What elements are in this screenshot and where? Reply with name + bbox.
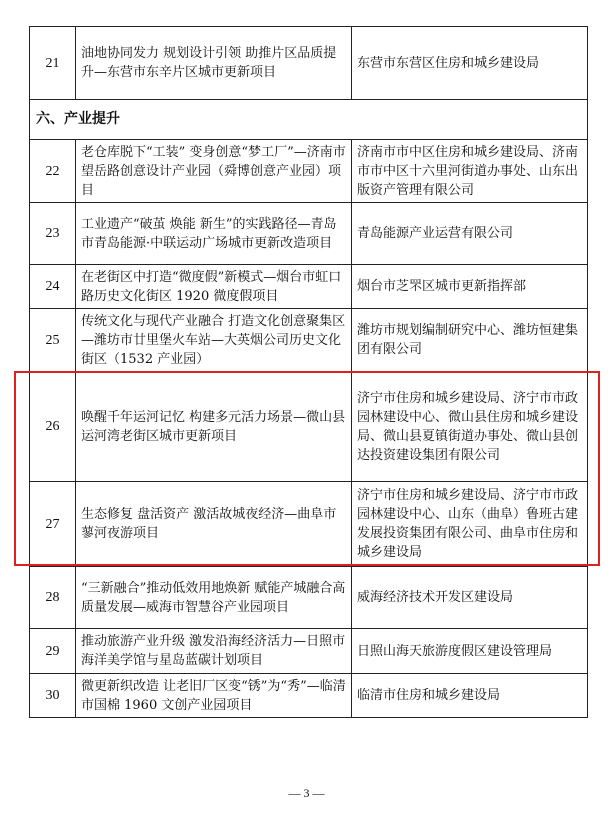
- responsible-unit: 日照山海天旅游度假区建设管理局: [352, 629, 588, 674]
- row-number: 29: [30, 629, 76, 674]
- project-name: 推动旅游产业升级 激发沿海经济活力—日照市海洋美学馆与星岛蓝碳计划项目: [76, 629, 352, 674]
- project-name: 微更新织改造 让老旧厂区变“锈”为“秀”—临清市国棉 1960 文创产业园项目: [76, 674, 352, 718]
- project-name: 老仓库脱下“工装” 变身创意“梦工厂”—济南市望岳路创意设计产业园（舜博创意产业园）项目: [76, 140, 352, 203]
- table-row: [30, 203, 588, 265]
- responsible-unit: 济宁市住房和城乡建设局、济宁市市政园林建设中心、山东（曲阜）鲁班古建发展投资集团有限公司、曲阜市住房和城乡建设局: [352, 482, 588, 567]
- table-row: [30, 482, 588, 567]
- project-name: 唤醒千年运河记忆 构建多元活力场景—微山县运河湾老街区城市更新项目: [76, 372, 352, 482]
- responsible-unit: 东营市东营区住房和城乡建设局: [352, 27, 588, 100]
- page-number: — 3 —: [288, 786, 325, 800]
- project-name: 传统文化与现代产业融合 打造文化创意聚集区—潍坊市廿里堡火车站—大英烟公司历史文化街区（1532 产业园）: [76, 309, 352, 372]
- responsible-unit: 烟台市芝罘区城市更新指挥部: [352, 265, 588, 309]
- table-row: [30, 265, 588, 309]
- responsible-unit: 威海经济技术开发区建设局: [352, 567, 588, 629]
- table-row: [30, 27, 588, 100]
- row-number: 27: [30, 482, 76, 567]
- row-number: 25: [30, 309, 76, 372]
- table-row: [30, 567, 588, 629]
- row-number: 26: [30, 372, 76, 482]
- table-row: [30, 674, 588, 718]
- table-row: [30, 372, 588, 482]
- responsible-unit: 潍坊市规划编制研究中心、潍坊恒建集团有限公司: [352, 309, 588, 372]
- section-header-row: [30, 100, 588, 140]
- row-number: 30: [30, 674, 76, 718]
- row-number: 23: [30, 203, 76, 265]
- project-name: “三新融合”推动低效用地焕新 赋能产城融合高质量发展—威海市智慧谷产业园项目: [76, 567, 352, 629]
- project-name: 油地协同发力 规划设计引领 助推片区品质提升—东营市东辛片区城市更新项目: [76, 27, 352, 100]
- row-number: 24: [30, 265, 76, 309]
- row-number: 28: [30, 567, 76, 629]
- table-row: [30, 629, 588, 674]
- section-title: 六、产业提升: [30, 100, 588, 140]
- row-number: 22: [30, 140, 76, 203]
- project-table: [29, 26, 588, 718]
- table-row: [30, 140, 588, 203]
- responsible-unit: 青岛能源产业运营有限公司: [352, 203, 588, 265]
- table-row: [30, 309, 588, 372]
- project-name: 工业遗产“破茧 焕能 新生”的实践路径—青岛市青岛能源·中联运动广场城市更新改造项目: [76, 203, 352, 265]
- project-name: 在老街区中打造“微度假”新模式—烟台市虹口路历史文化街区 1920 微度假项目: [76, 265, 352, 309]
- responsible-unit: 济宁市住房和城乡建设局、济宁市市政园林建设中心、微山县住房和城乡建设局、微山县夏镇街道办事处、微山县创达投资建设集团有限公司: [352, 372, 588, 482]
- project-name: 生态修复 盘活资产 激活故城夜经济—曲阜市蓼河夜游项目: [76, 482, 352, 567]
- responsible-unit: 济南市市中区住房和城乡建设局、济南市市中区十六里河街道办事处、山东出版资产管理有限公司: [352, 140, 588, 203]
- row-number: 21: [30, 27, 76, 100]
- responsible-unit: 临清市住房和城乡建设局: [352, 674, 588, 718]
